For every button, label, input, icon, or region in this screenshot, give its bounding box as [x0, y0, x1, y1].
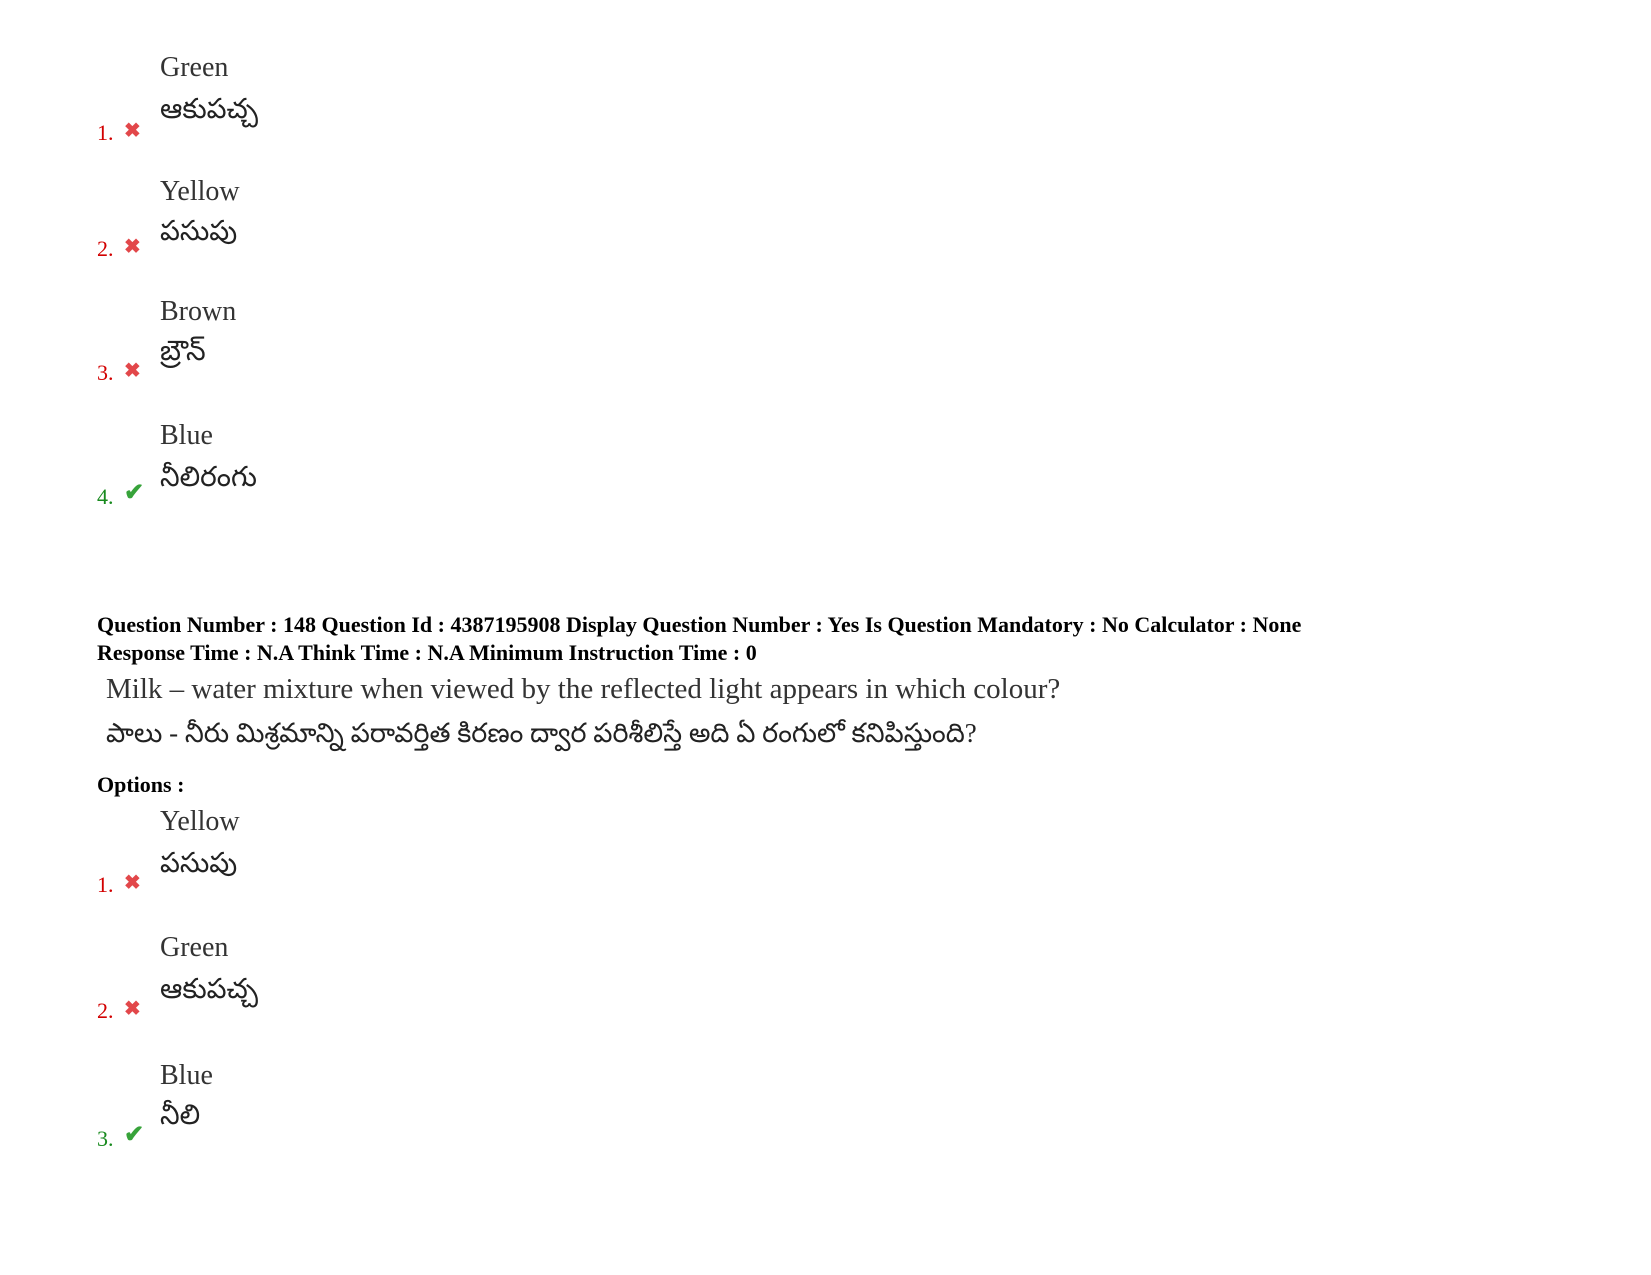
cross-icon: ✖	[124, 236, 141, 258]
option-telugu: నీలి	[160, 1100, 201, 1131]
option-1	[0, 806, 700, 916]
check-icon: ✔	[124, 480, 145, 506]
options-label: Options :	[97, 772, 185, 797]
check-icon: ✔	[124, 1122, 145, 1148]
option-telugu: పసుపు	[160, 848, 238, 879]
prev-option-3	[0, 296, 700, 406]
option-number: 1.	[97, 120, 114, 145]
option-english: Yellow	[160, 176, 240, 207]
cross-icon: ✖	[124, 360, 141, 382]
option-telugu: బ్రౌన్	[160, 336, 206, 367]
option-telugu: పసుపు	[160, 216, 238, 247]
option-english: Yellow	[160, 806, 240, 837]
option-number: 3.	[97, 1126, 114, 1151]
option-telugu: ఆకుపచ్చ	[160, 94, 258, 125]
cross-icon: ✖	[124, 872, 141, 894]
option-number: 2.	[97, 998, 114, 1023]
prev-option-1	[0, 52, 700, 162]
option-telugu: ఆకుపచ్చ	[160, 974, 258, 1005]
cross-icon: ✖	[124, 998, 141, 1020]
option-english: Blue	[160, 420, 213, 451]
prev-option-4	[0, 420, 700, 530]
prev-option-2	[0, 176, 700, 286]
option-number: 3.	[97, 360, 114, 385]
option-english: Blue	[160, 1060, 213, 1091]
question-meta-line1: Question Number : 148 Question Id : 4387195908 Display Question Number : Yes Is Question Mandatory : No Calculator : None	[97, 612, 1302, 637]
option-english: Brown	[160, 296, 237, 327]
option-2	[0, 932, 700, 1042]
question-text-english: Milk – water mixture when viewed by the reflected light appears in which colour?	[106, 673, 1061, 705]
option-english: Green	[160, 52, 229, 83]
option-telugu: నీలిరంగు	[160, 462, 257, 493]
option-3	[0, 1060, 700, 1170]
option-number: 1.	[97, 872, 114, 897]
question-meta-line2: Response Time : N.A Think Time : N.A Minimum Instruction Time : 0	[97, 640, 757, 665]
option-number: 2.	[97, 236, 114, 261]
option-english: Green	[160, 932, 229, 963]
question-text-telugu: పాలు - నీరు మిశ్రమాన్ని పరావర్తిత కిరణం ద్వార పరిశీలిస్తే అది ఏ రంగులో కనిపిస్తుంది?	[106, 718, 977, 748]
option-number: 4.	[97, 484, 114, 509]
cross-icon: ✖	[124, 120, 141, 142]
